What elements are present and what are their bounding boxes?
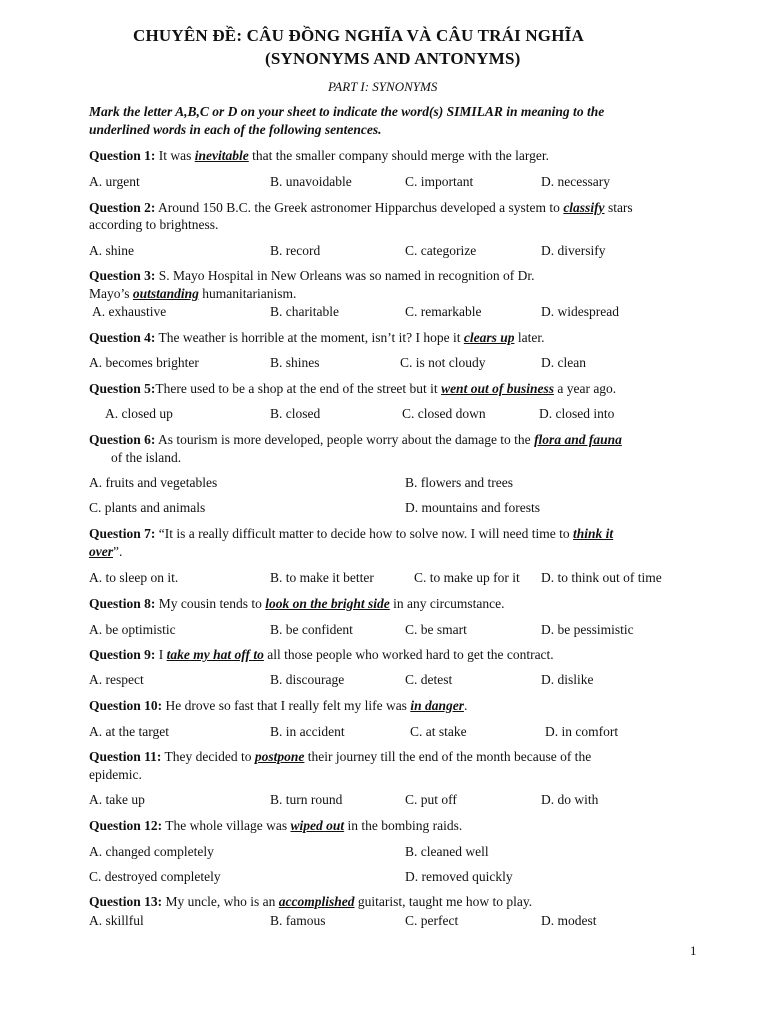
question-text: humanitarianism. [198,286,297,301]
underlined-keyword: inevitable [194,148,249,163]
option-c[interactable]: C. closed down [402,406,486,421]
underlined-keyword: outstanding [132,286,199,301]
question-text: There used to be a shop at the end of the street but it [155,381,442,396]
instruction-line-1: Mark the letter A,B,C or D on your sheet to indicate the word(s) SIMILAR in meaning to the [89,104,605,119]
instruction-line-2: underlined words in each of the following sentences. [89,122,382,137]
option-a[interactable]: A. to sleep on it. [89,570,179,585]
option-b[interactable]: B. in accident [270,724,345,739]
question-label: Question 8: [89,596,156,611]
option-d[interactable]: D. clean [541,355,586,370]
option-a[interactable]: A. changed completely [89,844,214,859]
question-text: “It is a really difficult matter to decide how to solve now. I will need time to [155,526,574,541]
option-c[interactable]: C. detest [405,672,453,687]
option-b[interactable]: B. cleaned well [405,844,489,859]
question-1 [89,148,549,164]
option-b[interactable]: B. discourage [270,672,345,687]
option-c[interactable]: C. categorize [405,243,477,258]
option-d[interactable]: D. removed quickly [405,869,513,884]
question-label: Question 2: [89,200,156,215]
question-7-line-2 [89,544,122,560]
question-text: Around 150 B.C. the Greek astronomer Hipparchus developed a system to [155,200,564,215]
option-b[interactable]: B. shines [270,355,320,370]
question-text: My uncle, who is an [162,894,279,909]
question-label: Question 7: [89,526,156,541]
question-label: Question 10: [89,698,163,713]
option-a[interactable]: A. fruits and vegetables [89,475,218,490]
question-11-line-2: epidemic. [89,767,142,782]
option-a[interactable]: A. be optimistic [89,622,176,637]
option-b[interactable]: B. be confident [270,622,353,637]
option-a[interactable]: A. urgent [89,174,140,189]
question-2-line-2: according to brightness. [89,217,219,232]
underlined-keyword: postpone [254,749,305,764]
option-d[interactable]: D. do with [541,792,599,807]
option-a[interactable]: A. skillful [89,913,144,928]
option-a[interactable]: A. at the target [89,724,169,739]
option-d[interactable]: D. mountains and forests [405,500,540,515]
question-text: I [155,647,167,662]
question-text: They decided to [161,749,255,764]
question-label: Question 11: [89,749,162,764]
question-3-line-2 [89,286,296,302]
underlined-keyword: went out of business [441,381,554,396]
question-text: My cousin tends to [155,596,266,611]
option-b[interactable]: B. flowers and trees [405,475,513,490]
underlined-keyword: take my hat off to [166,647,264,662]
option-c[interactable]: C. destroyed completely [89,869,221,884]
question-text: The weather is horrible at the moment, isn’t it? I hope it [155,330,464,345]
option-c[interactable]: C. perfect [405,913,459,928]
question-text: It was [155,148,195,163]
option-a[interactable]: A. exhaustive [92,304,167,319]
question-2 [89,200,633,216]
underlined-keyword: wiped out [290,818,345,833]
question-11 [89,749,591,765]
question-3 [89,268,534,284]
option-c[interactable]: C. plants and animals [89,500,206,515]
question-9 [89,647,554,663]
option-c[interactable]: C. to make up for it [414,570,520,585]
option-d[interactable]: D. diversify [541,243,606,258]
question-text: that the smaller company should merge with the larger. [248,148,549,163]
question-6 [89,432,622,448]
option-b[interactable]: B. unavoidable [270,174,352,189]
question-text: in the bombing raids. [344,818,463,833]
option-c[interactable]: C. put off [405,792,457,807]
underlined-keyword: flora and fauna [534,432,622,447]
question-label: Question 13: [89,894,163,909]
question-5 [89,381,616,397]
option-b[interactable]: B. famous [270,913,326,928]
option-c[interactable]: C. important [405,174,474,189]
option-c[interactable]: C. is not cloudy [400,355,486,370]
question-text: He drove so fast that I really felt my life was [162,698,411,713]
question-text: all those people who worked hard to get the contract. [263,647,554,662]
question-12 [89,818,462,834]
option-b[interactable]: B. to make it better [270,570,374,585]
question-text: guitarist, taught me how to play. [354,894,533,909]
underlined-keyword: clears up [463,330,515,345]
question-label: Question 4: [89,330,156,345]
underlined-keyword: look on the bright side [265,596,390,611]
underlined-keyword: think it [573,526,614,541]
question-text: in any circumstance. [389,596,505,611]
option-b[interactable]: B. charitable [270,304,339,319]
question-label: Question 1: [89,148,156,163]
option-b[interactable]: B. turn round [270,792,343,807]
question-label: Question 12: [89,818,163,833]
option-d[interactable]: D. necessary [541,174,610,189]
option-c[interactable]: C. remarkable [405,304,482,319]
option-d[interactable]: D. be pessimistic [541,622,634,637]
option-d[interactable]: D. widespread [541,304,619,319]
part-heading: PART I: SYNONYMS [328,79,438,94]
question-label: Question 6: [89,432,156,447]
underlined-keyword: in danger [410,698,464,713]
question-text: S. Mayo Hospital in New Orleans was so named in recognition of Dr. [155,268,535,283]
question-4 [89,330,544,346]
question-7 [89,526,613,542]
question-13 [89,894,532,910]
question-text: As tourism is more developed, people worry about the damage to the [155,432,535,447]
option-a[interactable]: A. closed up [105,406,173,421]
question-text: a year ago. [553,381,617,396]
option-d[interactable]: D. dislike [541,672,594,687]
underlined-keyword: accomplished [278,894,355,909]
option-a[interactable]: A. shine [89,243,134,258]
option-a[interactable]: A. respect [89,672,144,687]
question-text: Mayo’s [89,286,133,301]
option-a[interactable]: A. becomes brighter [89,355,199,370]
question-10 [89,698,467,714]
option-b[interactable]: B. closed [270,406,321,421]
title-line-2: (SYNONYMS AND ANTONYMS) [265,49,521,68]
underlined-keyword: over [89,544,113,559]
option-d[interactable]: D. in comfort [545,724,619,739]
question-text: later. [514,330,545,345]
question-text: ”. [113,544,123,559]
option-d[interactable]: D. closed into [539,406,615,421]
option-b[interactable]: B. record [270,243,321,258]
question-6-line-2: of the island. [111,450,182,465]
question-8 [89,596,505,612]
option-d[interactable]: D. to think out of time [541,570,662,585]
option-c[interactable]: C. be smart [405,622,467,637]
question-label: Question 5: [89,381,156,396]
question-text: their journey till the end of the month because of the [304,749,592,764]
title-line-1: CHUYÊN ĐỀ: CÂU ĐỒNG NGHĨA VÀ CÂU TRÁI NGHĨA [133,26,584,45]
question-text: The whole village was [162,818,291,833]
question-label: Question 3: [89,268,156,283]
question-text: stars [604,200,633,215]
option-c[interactable]: C. at stake [410,724,467,739]
underlined-keyword: classify [563,200,605,215]
option-d[interactable]: D. modest [541,913,597,928]
question-text: . [463,698,468,713]
question-label: Question 9: [89,647,156,662]
page-number: 1 [690,943,697,958]
option-a[interactable]: A. take up [89,792,145,807]
